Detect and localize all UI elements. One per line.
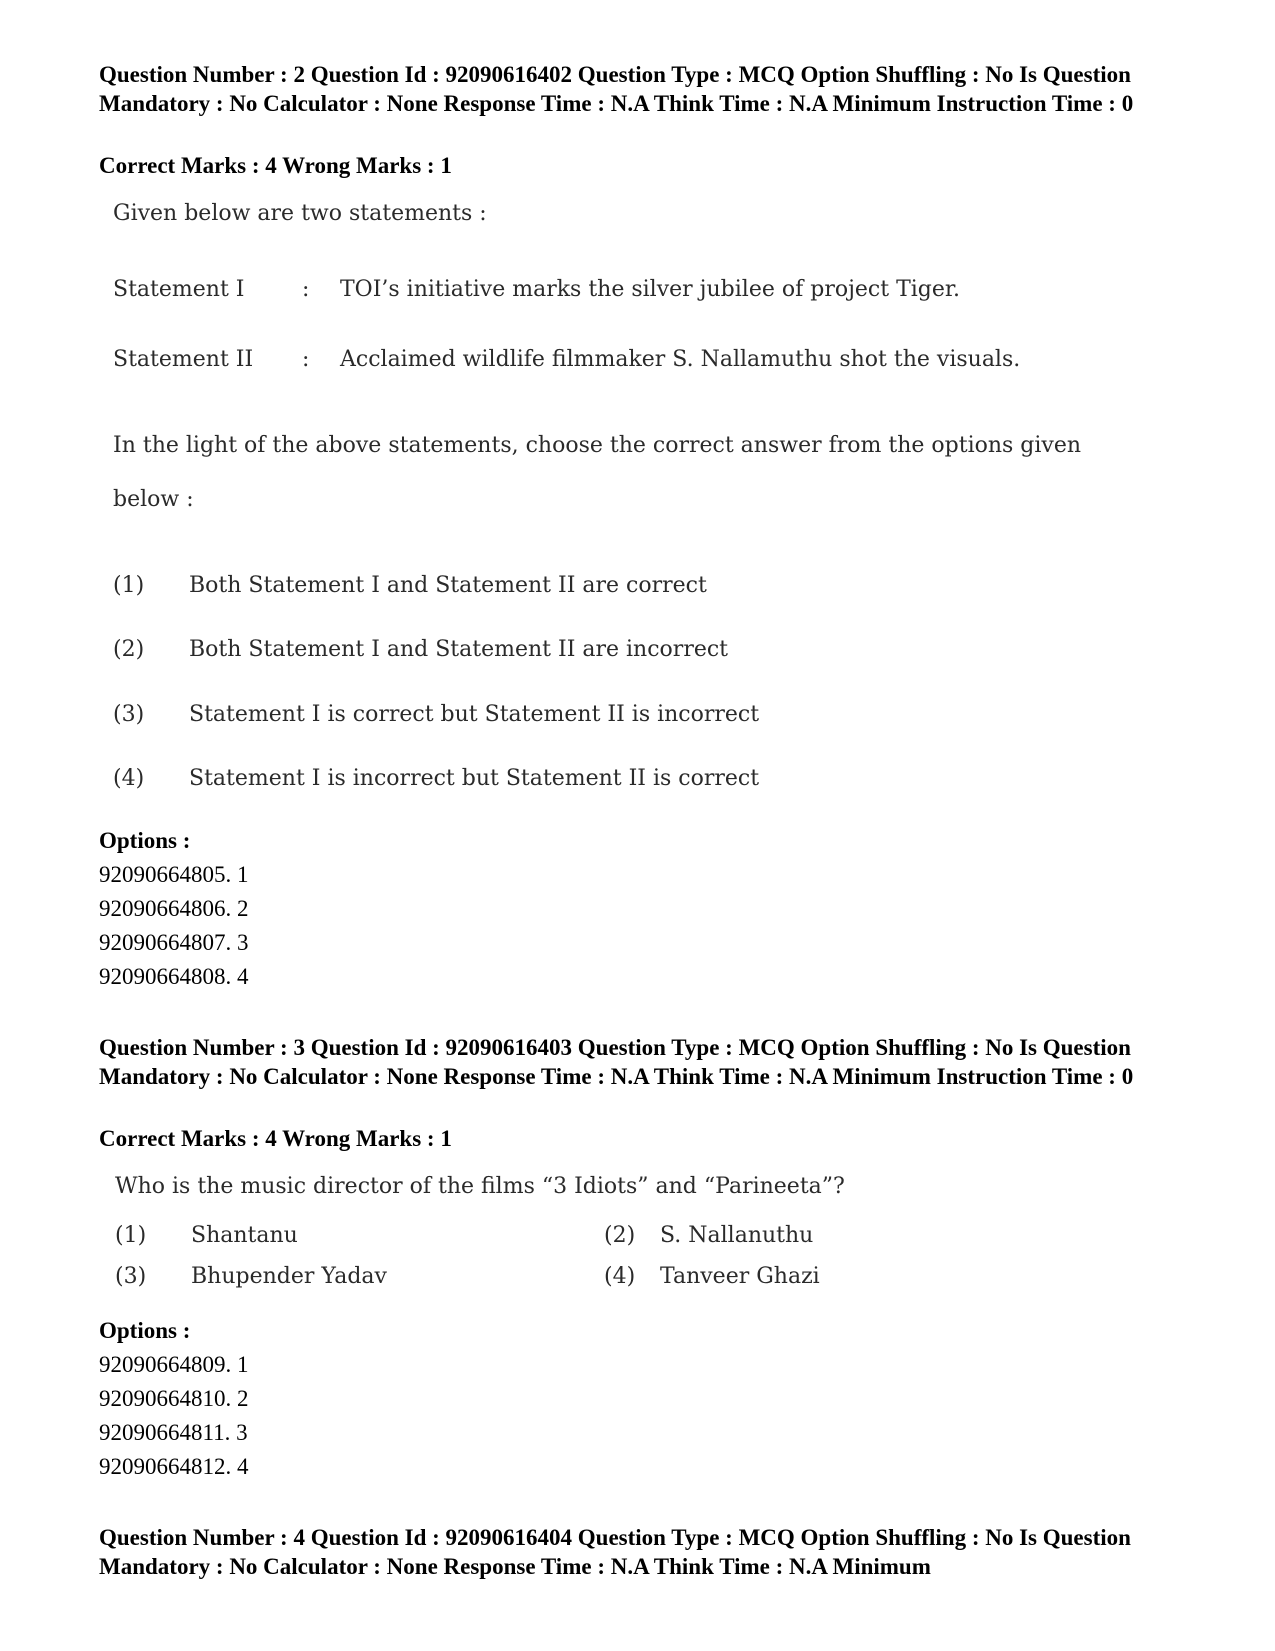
q2-choice-text: Statement I is correct but Statement II is incorrect: [189, 702, 760, 727]
q3-choice-text: Shantanu: [191, 1223, 298, 1248]
q2-statement1-label: Statement I: [113, 277, 245, 302]
q2-prompt-line1: In the light of the above statements, choose the correct answer from the options given: [113, 433, 1082, 458]
q2-metadata: Question Number : 2 Question Id : 92090616402 Question Type : MCQ Option Shuffling : No Is Question Mandatory : No Calculator : None Response Time : N.A Think Time : N.A Minimum Instruction Time : 0: [99, 62, 1134, 116]
q2-prompt-line2: below :: [113, 487, 194, 512]
q2-choice-number: (1): [113, 573, 145, 598]
q3-option-id: 92090664812. 4: [99, 1454, 249, 1479]
q2-choice-text: Both Statement I and Statement II are incorrect: [189, 637, 729, 662]
q3-choice-number: (2): [604, 1223, 636, 1248]
q2-intro: Given below are two statements :: [113, 201, 487, 226]
q2-choice-number: (2): [113, 637, 145, 662]
q2-choice-text: Statement I is incorrect but Statement II is correct: [189, 766, 760, 791]
q3-choice-text: Tanveer Ghazi: [660, 1264, 820, 1289]
q2-choice-number: (4): [113, 766, 145, 791]
q2-option-id: 92090664806. 2: [99, 896, 249, 921]
q3-metadata: Question Number : 3 Question Id : 92090616403 Question Type : MCQ Option Shuffling : No Is Question Mandatory : No Calculator : None Response Time : N.A Think Time : N.A Minimum Instruction Time : 0: [99, 1035, 1134, 1089]
q2-statement2-text: Acclaimed wildlife filmmaker S. Nallamuthu shot the visuals.: [340, 347, 1021, 372]
q3-marks: Correct Marks : 4 Wrong Marks : 1: [99, 1126, 452, 1151]
q3-option-id: 92090664810. 2: [99, 1386, 249, 1411]
q2-option-id: 92090664808. 4: [99, 964, 249, 989]
q3-choice-text: S. Nallanuthu: [660, 1223, 814, 1248]
q3-choice-number: (3): [115, 1264, 147, 1289]
q2-statement1-text: TOI’s initiative marks the silver jubilee of project Tiger.: [340, 277, 960, 302]
q3-option-id: 92090664811. 3: [99, 1420, 248, 1445]
q3-question: Who is the music director of the films “3 Idiots” and “Parineeta”?: [115, 1174, 845, 1199]
q3-option-id: 92090664809. 1: [99, 1352, 249, 1377]
q3-options-label: Options :: [99, 1318, 191, 1343]
q3-choice-number: (4): [604, 1264, 636, 1289]
q2-options-label: Options :: [99, 828, 191, 853]
q2-option-id: 92090664805. 1: [99, 862, 249, 887]
q2-marks: Correct Marks : 4 Wrong Marks : 1: [99, 153, 452, 178]
q3-choice-number: (1): [115, 1223, 147, 1248]
q2-choice-number: (3): [113, 702, 145, 727]
q2-statement2-sep: :: [302, 347, 310, 372]
q2-statement1-sep: :: [302, 277, 310, 302]
q2-option-id: 92090664807. 3: [99, 930, 249, 955]
q3-choice-text: Bhupender Yadav: [191, 1264, 387, 1289]
q2-choice-text: Both Statement I and Statement II are correct: [189, 573, 707, 598]
q2-statement2-label: Statement II: [113, 347, 254, 372]
q4-metadata: Question Number : 4 Question Id : 92090616404 Question Type : MCQ Option Shuffling : No Is Question Mandatory : No Calculator : None Response Time : N.A Think Time : N.A Minimum: [99, 1525, 1131, 1579]
